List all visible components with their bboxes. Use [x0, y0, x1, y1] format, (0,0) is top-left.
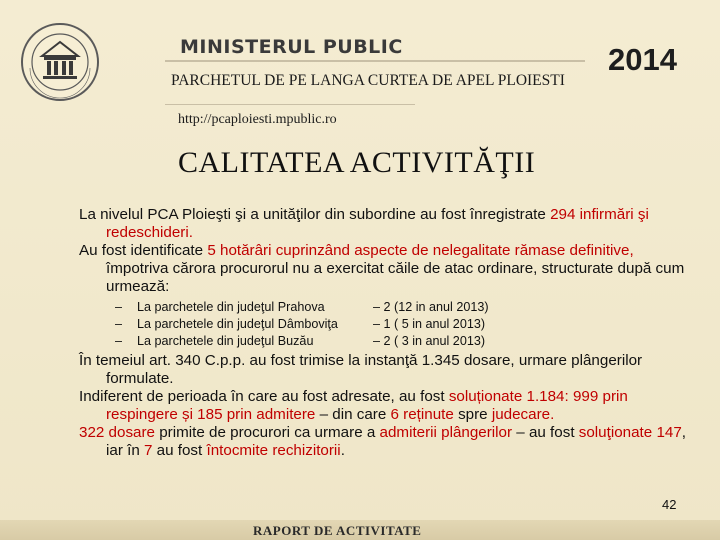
slide-content: [79, 206, 699, 460]
text-segment: .: [340, 442, 345, 459]
county-label: La parchetele din judeţul Dâmboviţa: [137, 317, 338, 331]
highlight-text: soluționate 1.184: 999 prin respingere și 185 prin admitere: [106, 388, 628, 423]
paragraph-infirmari: [79, 206, 699, 242]
website-url[interactable]: http://pcaploiesti.mpublic.ro: [178, 112, 337, 127]
footer-title: RAPORT DE ACTIVITATE: [253, 523, 422, 538]
highlight-text: 7: [143, 442, 153, 459]
county-value: – 2 (12 in anul 2013): [373, 300, 489, 314]
org-subtitle: PARCHETUL DE PE LANGA CURTEA DE APEL PLOIESTI: [171, 72, 565, 89]
header: [0, 0, 720, 135]
highlight-text: 6 reținute: [390, 406, 454, 423]
text-segment: – din care: [315, 406, 391, 423]
text-segment: primite de procurori ca urmare a: [155, 424, 380, 441]
highlight-text: admiterii plângerilor: [379, 424, 513, 441]
highlight-text: 294 infirmări şi redeschideri.: [106, 206, 649, 241]
list-item: [115, 316, 699, 333]
paragraph-hotarari: [79, 242, 699, 296]
county-breakdown-list: [115, 299, 699, 350]
highlight-text: soluţionate 147: [578, 424, 682, 441]
list-dash: –: [115, 317, 123, 331]
county-value: – 2 ( 3 in anul 2013): [373, 334, 486, 348]
county-label: La parchetele din judeţul Prahova: [137, 300, 325, 314]
paragraph-art-340: [79, 352, 699, 388]
county-value: – 1 ( 5 in anul 2013): [373, 317, 486, 331]
page-number: 42: [662, 497, 677, 512]
paragraph-admiteri: [79, 424, 699, 460]
text-segment: împotriva cărora procurorul nu a exercitat căile de atac ordinare, structurate după cum urmează:: [106, 260, 685, 295]
paragraph-solutionate: [79, 388, 699, 424]
list-item: [115, 333, 699, 350]
text-segment: , iar în: [106, 424, 687, 459]
text-segment: La nivelul PCA Ploieşti şi a unităţilor din subordine au fost înregistrate: [79, 206, 551, 223]
highlight-text: întocmite rechizitorii: [206, 442, 341, 459]
report-year: 2014: [608, 42, 677, 77]
highlight-text: 5 hotărâri cuprinzând aspecte de nelegalitate rămase definitive,: [207, 242, 634, 259]
ministry-seal-logo: [20, 22, 100, 102]
list-dash: –: [115, 300, 123, 314]
text-segment: spre: [453, 406, 492, 423]
highlight-text: judecare.: [491, 406, 555, 423]
text-segment: În temeiul art. 340 C.p.p. au fost trimise la instanţă 1.345 dosare, urmare plângerilor formulate.: [79, 352, 643, 387]
highlight-text: 322 dosare: [79, 424, 155, 441]
slide-title: CALITATEA ACTIVITĂŢII: [178, 146, 536, 179]
text-segment: – au fost: [512, 424, 579, 441]
text-segment: Au fost identificate: [79, 242, 208, 259]
list-item: [115, 299, 699, 316]
org-title: MINISTERUL PUBLIC: [180, 36, 403, 58]
county-label: La parchetele din judeţul Buzău: [137, 334, 314, 348]
url-divider: [165, 104, 415, 105]
list-dash: –: [115, 334, 123, 348]
header-divider: [165, 60, 585, 62]
text-segment: au fost: [152, 442, 207, 459]
text-segment: Indiferent de perioada în care au fost adresate, au fost: [79, 388, 449, 405]
